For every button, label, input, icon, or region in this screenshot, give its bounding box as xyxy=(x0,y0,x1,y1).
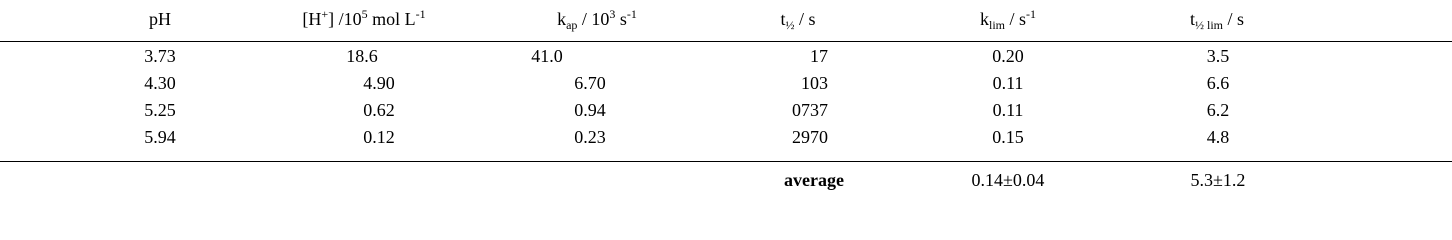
cell-ph: 3.73 xyxy=(144,46,176,66)
cell-kap: 6.70 xyxy=(574,73,606,93)
cell-kap: 0.94 xyxy=(574,100,606,120)
cell-thalflim: 3.5 xyxy=(1206,46,1230,66)
average-thalflim: 5.3±1.2 xyxy=(1190,170,1246,190)
cell-thalf: 2970 xyxy=(792,127,828,147)
cell-ph: 5.25 xyxy=(144,100,176,120)
cell-thalf: 0737 xyxy=(792,100,828,120)
cell-ph: 5.94 xyxy=(144,127,176,147)
header-k-lim: $k_{lim} / s^{-1}$ xyxy=(979,7,1037,32)
cell-klim: 0.20 xyxy=(992,46,1024,66)
cell-h: 4.90 xyxy=(363,73,395,93)
cell-h: 18.6 xyxy=(346,46,378,66)
cell-klim: 0.11 xyxy=(992,100,1024,120)
header-ph: pH xyxy=(149,9,171,29)
cell-kap: 41.0 xyxy=(531,46,563,66)
cell-ph: 4.30 xyxy=(144,73,176,93)
cell-h: 0.12 xyxy=(363,127,395,147)
average-label: average xyxy=(784,170,844,190)
average-klim: 0.14±0.04 xyxy=(971,170,1045,190)
header-top-rule xyxy=(0,41,1452,42)
cell-thalflim: 6.6 xyxy=(1206,73,1230,93)
cell-thalf: 103 xyxy=(801,73,828,93)
cell-kap: 0.23 xyxy=(574,127,606,147)
cell-h: 0.62 xyxy=(363,100,395,120)
header-k-ap: $k_{ap} / 10^3$ $s^{-1}$ xyxy=(557,7,637,32)
cell-klim: 0.15 xyxy=(992,127,1024,147)
cell-thalflim: 4.8 xyxy=(1206,127,1230,147)
cell-thalf: 17 xyxy=(810,46,828,66)
footer-top-rule xyxy=(0,161,1452,162)
header-t-half-lim: $t_{\frac{1}{2} lim}$ / s xyxy=(1189,9,1245,32)
cell-klim: 0.11 xyxy=(992,73,1024,93)
cell-thalflim: 6.2 xyxy=(1206,100,1230,120)
header-t-half: $t_{\frac{1}{2}}$ / s xyxy=(780,9,816,32)
header-h-concentration: [H+] $/10^5$ mol $L^{-1}$ xyxy=(302,7,426,29)
